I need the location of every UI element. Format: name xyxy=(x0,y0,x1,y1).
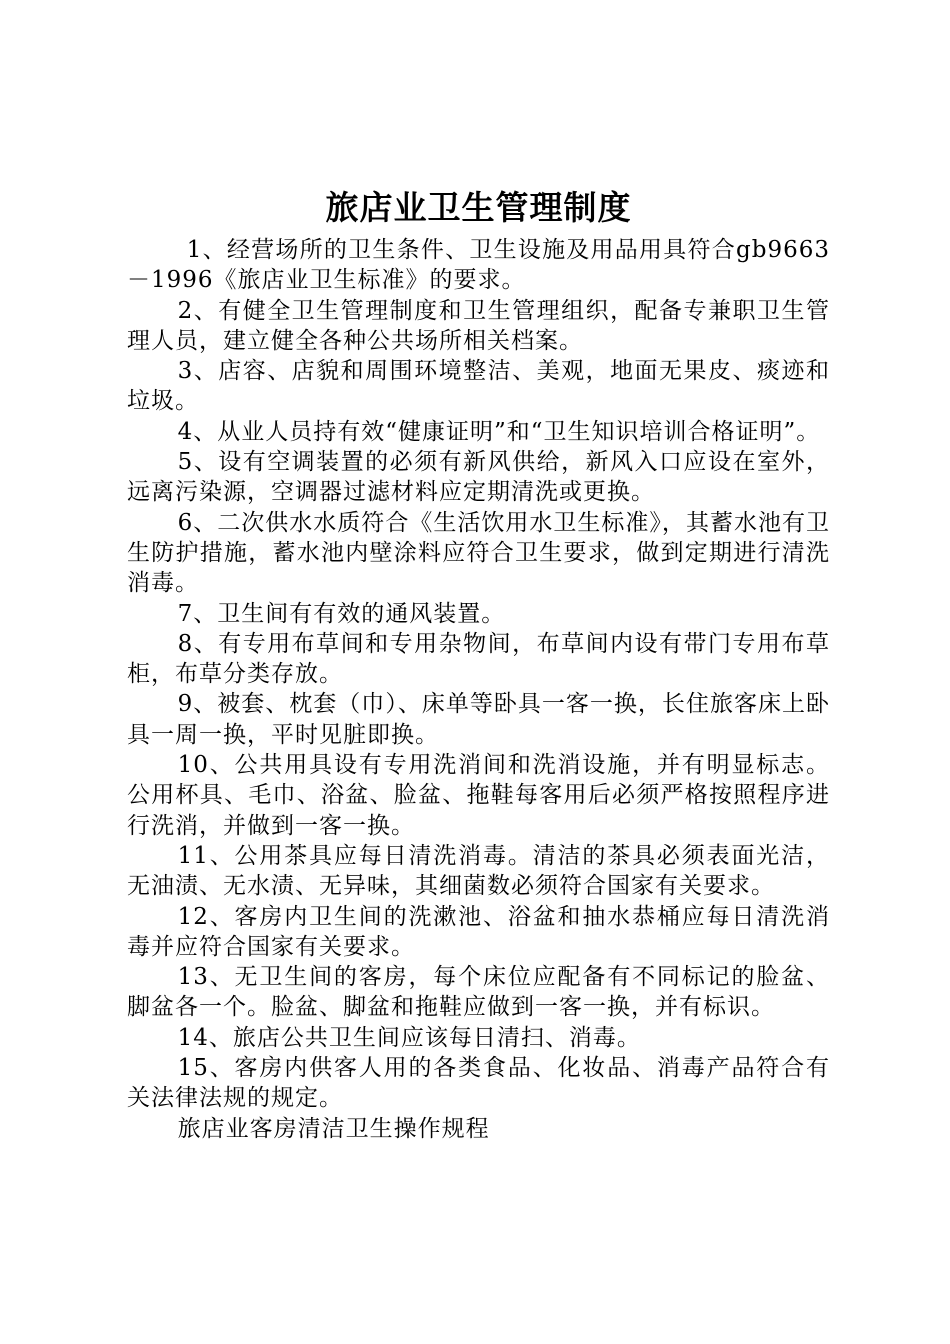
paragraph-2: 2、有健全卫生管理制度和卫生管理组织，配备专兼职卫生管理人员，建立健全各种公共场所相关档案。 xyxy=(127,297,830,354)
paragraph-1: 1、经营场所的卫生条件、卫生设施及用品用具符合gb9663－1996《旅店业卫生标准》的要求。 xyxy=(127,237,830,294)
section-heading: 旅店业客房清洁卫生操作规程 xyxy=(177,1115,490,1142)
document-title: 旅店业卫生管理制度 xyxy=(325,188,632,227)
paragraph-8: 8、有专用布草间和专用杂物间，布草间内设有带门专用布草柜，布草分类存放。 xyxy=(127,630,830,688)
paragraph-13: 13、无卫生间的客房，每个床位应配备有不同标记的脸盆、脚盆各一个。脸盆、脚盆和拖鞋应做到一客一换，并有标识。 xyxy=(127,964,830,1021)
paragraph-14: 14、旅店公共卫生间应该每日清扫、消毒。 xyxy=(177,1024,641,1051)
paragraph-9: 9、被套、枕套（巾）、床单等卧具一客一换，长住旅客床上卧具一周一换，平时见脏即换。 xyxy=(127,691,830,748)
paragraph-3: 3、店容、店貌和周围环境整洁、美观，地面无果皮、痰迹和垃圾。 xyxy=(127,358,830,415)
paragraph-11: 11、公用茶具应每日清洗消毒。清洁的茶具必须表面光洁，无油渍、无水渍、无异味，其细菌数必须符合国家有关要求。 xyxy=(127,842,830,900)
paragraph-5: 5、设有空调装置的必须有新风供给，新风入口应设在室外，远离污染源，空调器过滤材料应定期清洗或更换。 xyxy=(127,449,830,506)
paragraph-6: 6、二次供水水质符合《生活饮用水卫生标准》，其蓄水池有卫生防护措施，蓄水池内壁涂料应符合卫生要求，做到定期进行清洗消毒。 xyxy=(127,509,830,597)
paragraph-15: 15、客房内供客人用的各类食品、化妆品、消毒产品符合有关法律法规的规定。 xyxy=(127,1055,830,1112)
document-page xyxy=(127,185,830,1144)
paragraph-10: 10、公共用具设有专用洗消间和洗消设施，并有明显标志。公用杯具、毛巾、浴盆、脸盆、拖鞋每客用后必须严格按照程序进行洗消，并做到一客一换。 xyxy=(127,752,830,839)
paragraph-12: 12、客房内卫生间的洗漱池、浴盆和抽水恭桶应每日清洗消毒并应符合国家有关要求。 xyxy=(127,903,830,960)
paragraph-7: 7、卫生间有有效的通风装置。 xyxy=(177,600,506,627)
paragraph-4: 4、从业人员持有效“健康证明”和“卫生知识培训合格证明”。 xyxy=(177,418,821,445)
